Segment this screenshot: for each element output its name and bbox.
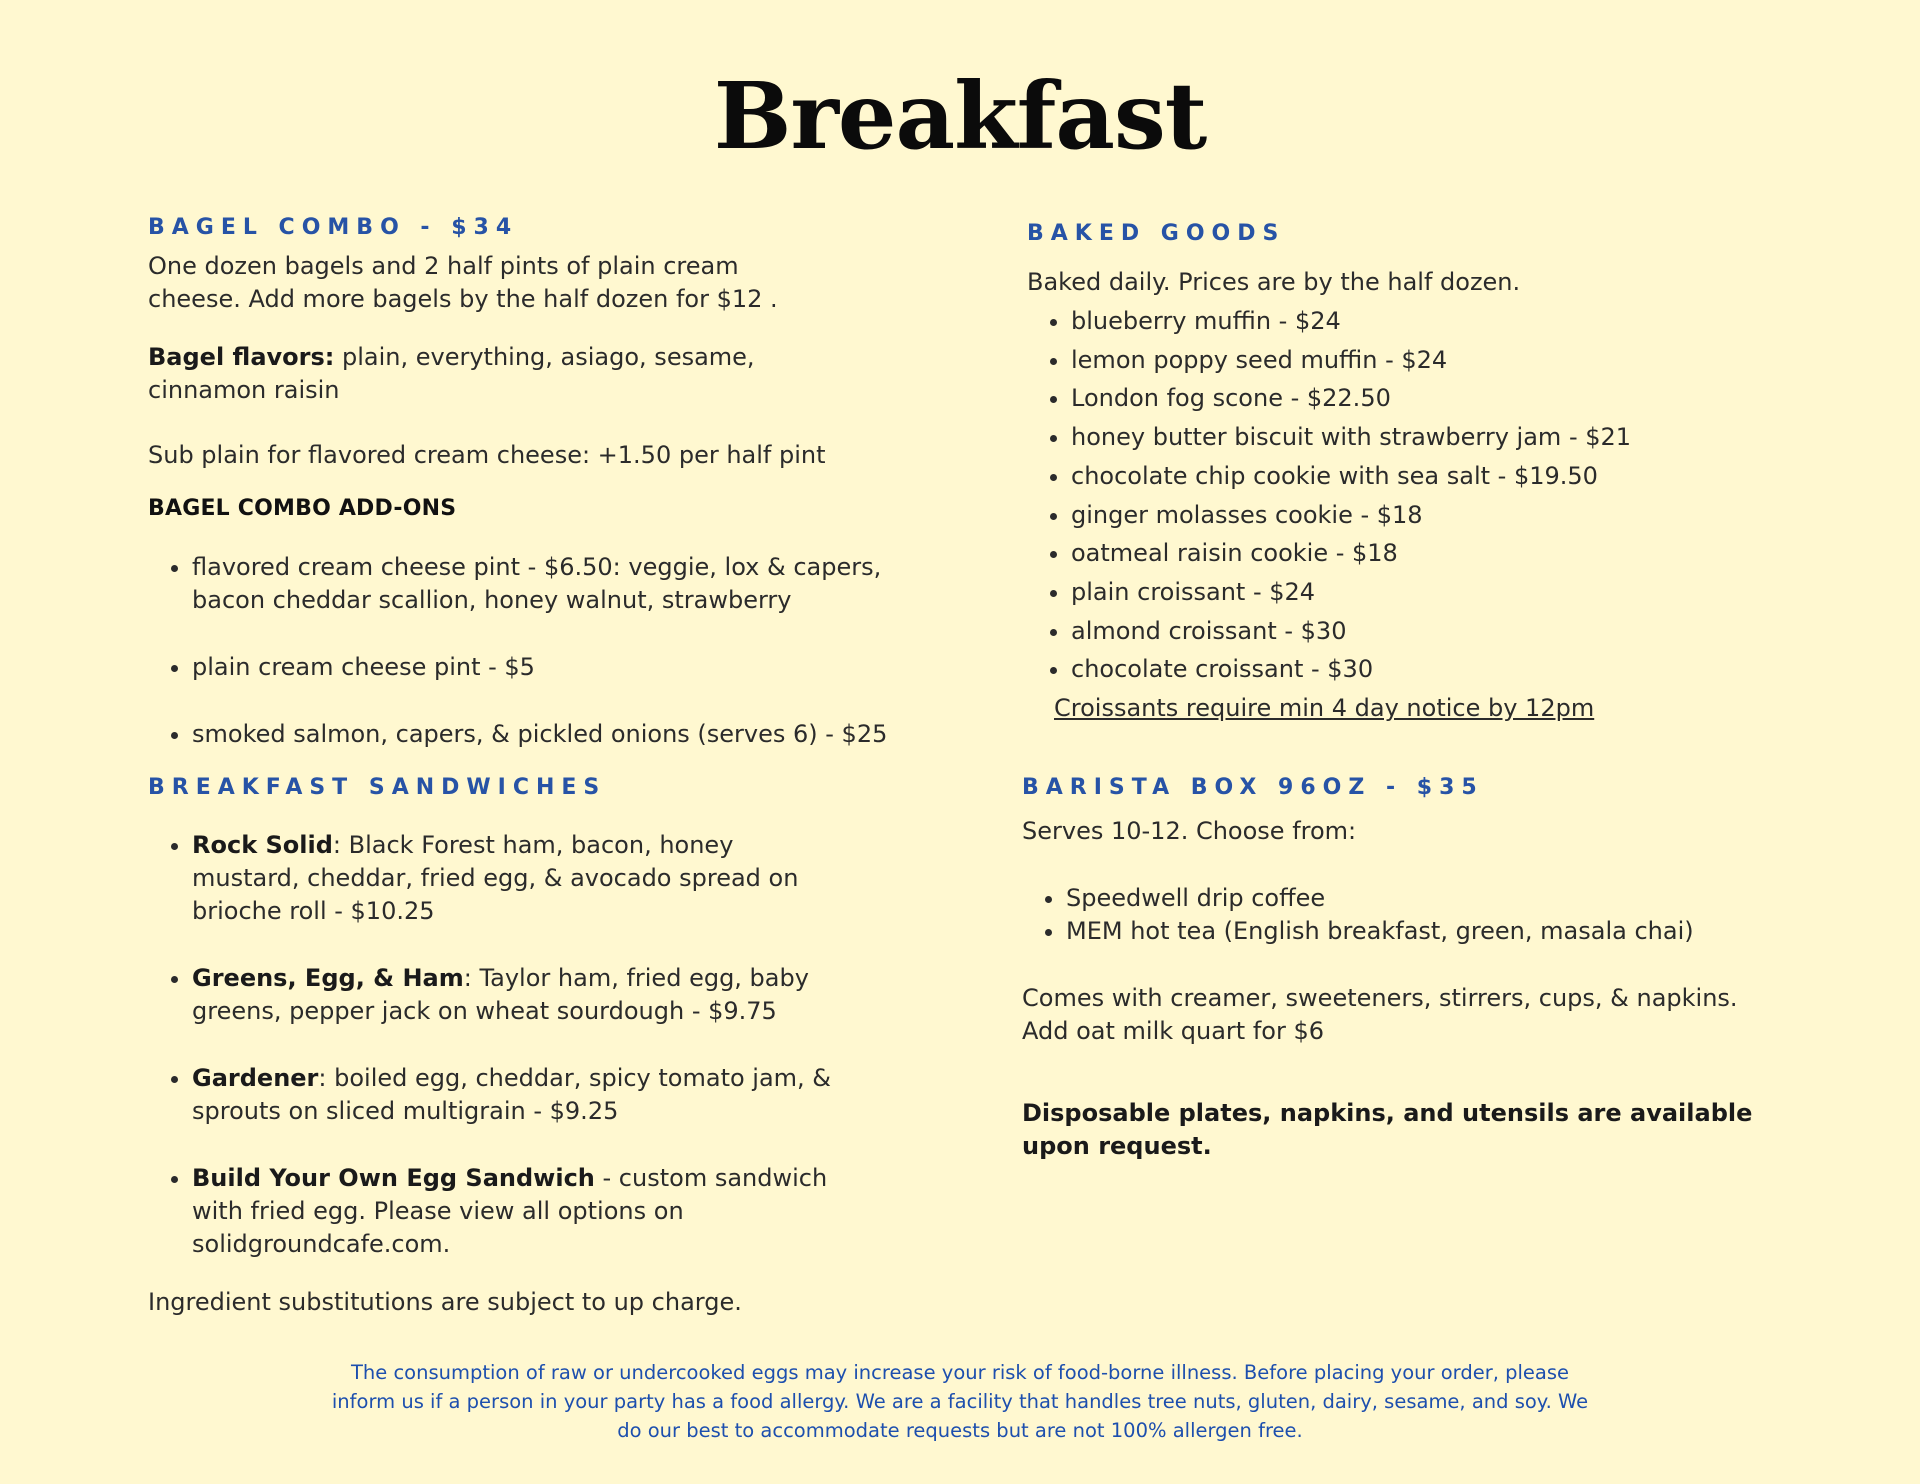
sandwich-list-wrap (148, 829, 848, 1261)
breakfast-sandwiches-section (148, 775, 948, 800)
baked-goods-list (1027, 302, 1827, 689)
list-item: • flavored cream cheese pint - $6.50: veggie, lox & capers, bacon cheddar scallion, honey walnut, strawberry (192, 551, 948, 617)
baked-goods-section (1027, 221, 1827, 246)
barista-box-comes-with: Comes with creamer, sweeteners, stirrers, cups, & napkins. (1022, 984, 1738, 1012)
list-item: • smoked salmon, capers, & pickled onions (serves 6) - $25 (192, 718, 948, 751)
disposable-note: Disposable plates, napkins, and utensils are available upon request. (1022, 1099, 1753, 1160)
list-item: • plain cream cheese pint - $5 (192, 651, 948, 684)
bagel-sub-note (148, 439, 948, 472)
disposable-note-wrap (1022, 1097, 1782, 1163)
sandwich-desc: - custom sandwich with fried egg. Please view all options on solidgroundcafe.com. (192, 1164, 828, 1258)
list-item: • blueberry muffin - $24 (1071, 302, 1827, 341)
list-item: • chocolate croissant - $30 (1071, 650, 1827, 689)
croissant-notice-wrap (1054, 692, 1814, 725)
bagel-addons-list (148, 551, 948, 751)
bagel-addons-list-wrap (148, 551, 948, 751)
list-item: • almond croissant - $30 (1071, 612, 1827, 651)
list-item: • lemon poppy seed muffin - $24 (1071, 341, 1827, 380)
list-item: • honey butter biscuit with strawberry jam - $21 (1071, 418, 1827, 457)
bagel-combo-description (148, 250, 828, 316)
barista-box-section (1022, 775, 1822, 800)
sandwich-desc: : Taylor ham, fried egg, baby greens, pepper jack on wheat sourdough - $9.75 (192, 964, 809, 1025)
list-item (192, 962, 848, 1028)
sandwich-name: Gardener (192, 1064, 319, 1092)
bagel-flavors (148, 341, 828, 407)
barista-box-list-wrap (1022, 882, 1862, 948)
barista-box-intro-wrap (1022, 815, 1822, 848)
sandwich-desc: : boiled egg, cheddar, spicy tomato jam, & sprouts on sliced multigrain - $9.25 (192, 1064, 832, 1125)
list-item (192, 1162, 848, 1261)
list-item: • Speedwell drip coffee (1066, 882, 1862, 915)
bagel-combo-heading: BAGEL COMBO - $34 (148, 215, 519, 240)
list-item (192, 829, 848, 928)
substitutions-note-wrap (148, 1286, 948, 1319)
list-item: • oatmeal raisin cookie - $18 (1071, 534, 1827, 573)
page-title: Breakfast (713, 62, 1207, 170)
substitutions-note: Ingredient substitutions are subject to up charge. (148, 1288, 742, 1316)
barista-box-list (1022, 882, 1862, 948)
bagel-addons-heading: BAGEL COMBO ADD-ONS (148, 496, 457, 521)
sandwich-name: Greens, Egg, & Ham (192, 964, 464, 992)
croissant-notice: Croissants require min 4 day notice by 12pm (1054, 694, 1595, 722)
sandwich-name: Rock Solid (192, 831, 333, 859)
bagel-combo-description-text: One dozen bagels and 2 half pints of plain cream cheese. Add more bagels by the half dozen for $12 . (148, 252, 778, 313)
bagel-addons-heading-wrap (148, 496, 948, 521)
sandwich-desc: : Black Forest ham, bacon, honey mustard, cheddar, fried egg, & avocado spread on brioche roll - $10.25 (192, 831, 799, 925)
baked-goods-heading: BAKED GOODS (1027, 221, 1286, 246)
baked-goods-intro: Baked daily. Prices are by the half dozen. (1027, 268, 1521, 296)
allergen-disclaimer: The consumption of raw or undercooked eggs may increase your risk of food-borne illness. Before placing your order, please inform us if a person in your party has a food allergy. We are a facility that handles tree nuts, gluten, dairy, sesame, and soy. We do our best to accommodate requests but are not 100% allergen free. (331, 1361, 1589, 1442)
baked-goods-list-wrap (1027, 302, 1827, 689)
list-item: • MEM hot tea (English breakfast, green, masala chai) (1066, 915, 1862, 948)
bagel-combo-section (148, 215, 948, 240)
sandwich-name: Build Your Own Egg Sandwich (192, 1164, 595, 1192)
list-item (192, 1062, 848, 1128)
list-item: • chocolate chip cookie with sea salt - $19.50 (1071, 457, 1827, 496)
bagel-flavors-label: Bagel flavors: (148, 343, 335, 371)
breakfast-sandwiches-heading: BREAKFAST SANDWICHES (148, 775, 607, 800)
baked-goods-intro-wrap (1027, 266, 1827, 299)
barista-box-heading: BARISTA BOX 96OZ - $35 (1022, 775, 1484, 800)
list-item: • London fog scone - $22.50 (1071, 379, 1827, 418)
barista-box-oat-milk: Add oat milk quart for $6 (1022, 1017, 1324, 1045)
bagel-sub-note-text: Sub plain for flavored cream cheese: +1.50 per half pint (148, 441, 826, 469)
list-item: • plain croissant - $24 (1071, 573, 1827, 612)
bagel-flavors-text (148, 341, 828, 407)
sandwich-list (148, 829, 848, 1261)
barista-box-intro: Serves 10-12. Choose from: (1022, 817, 1357, 845)
barista-box-extras (1022, 982, 1882, 1048)
bagel-flavors-list: plain, everything, asiago, sesame, cinnamon raisin (148, 343, 755, 404)
list-item: • ginger molasses cookie - $18 (1071, 496, 1827, 535)
